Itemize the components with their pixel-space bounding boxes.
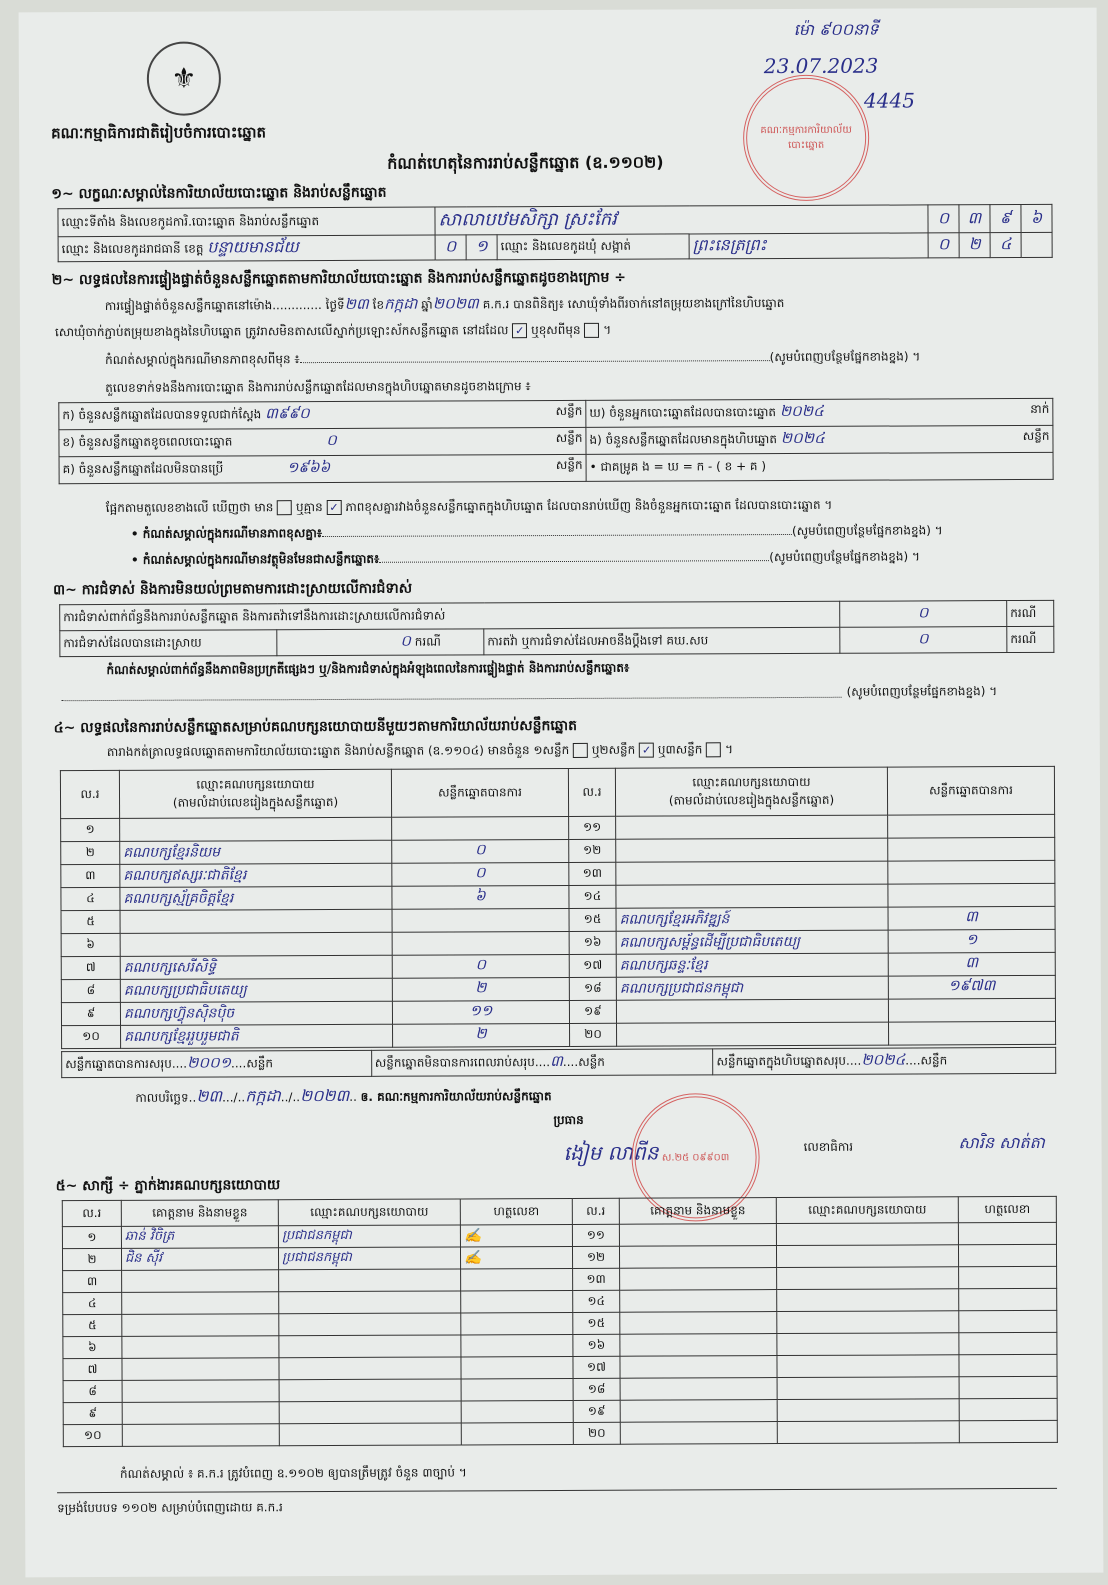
witness-signature	[461, 1334, 573, 1356]
commune-value: ព្រះនេត្រព្រះ	[689, 233, 928, 259]
party-number: ១៥	[569, 908, 616, 931]
party-name: គណបក្សប្រជាជនកម្ពុជា	[616, 976, 888, 1000]
figure-kho: ឃ) ចំនួនអ្នកបោះឆ្នោតដែលបានបោះឆ្នោត ២០២៤ នាក់	[586, 398, 1053, 427]
party-votes: ២	[392, 977, 569, 1001]
witness-signature: ✍	[460, 1246, 572, 1268]
handwritten-note-time: ម៉ោ ៩០០នាទី	[793, 19, 879, 39]
chair-signature: ងៀម លាពីន	[563, 1140, 659, 1165]
objection-related-label: ការជំទាស់ពាក់ព័ន្ធនឹងការរាប់សន្លឹកឆ្នោត និងការតវ៉ាទៅនឹងការដោះស្រាយលើការជំទាស់	[60, 601, 840, 630]
party-number: ១៤	[569, 885, 616, 908]
party-name: គណបក្សប្រជាធិបតេយ្យ	[120, 978, 392, 1002]
party-votes	[392, 908, 569, 932]
party-votes: ២	[393, 1023, 570, 1047]
witness-name: ជិន ស៊ីវ	[121, 1248, 278, 1271]
verification-paragraph: ការផ្ទៀងផ្ទាត់ចំនួនសន្លឹកឆ្នោតនៅម៉ោង............. ថ្ងៃទី២៣ ខែកក្កដា ឆ្នាំ២០២៣ គ.ក.រ បានពិនិត្យ៖ សោឃុំទាំងពីរចាក់នៅតម្រុយខាងក្រៅនៃហិបឆ្នោត	[104, 294, 785, 313]
valid-total: សន្លឹកឆ្នោតបានការសរុប....២០០១....សន្លឹក	[62, 1050, 372, 1077]
party-number: ២០	[570, 1023, 617, 1046]
party-name: គណបក្សឥស្សរៈជាតិខ្មែរ	[120, 863, 392, 887]
location-code-3: ៩	[990, 204, 1021, 232]
section3-title: ៣~ ការជំទាស់ និងការមិនយល់ព្រមតាមការដោះស្រាយលើការជំទាស់	[53, 580, 413, 599]
signing-date-line: កាលបរិច្ឆេទ..២៣.../..កក្កដា../..២០២៣.. ឲ. គណៈកម្មការការិយាល័យរាប់សន្លឹកឆ្នោត	[135, 1085, 552, 1106]
difference-check-line: ផ្អែកតាមតួលេខខាងលើ ឃើញថា មាន ឬគ្មាន ✓ ភាពខុសគ្នារវាងចំនួនសន្លឹកឆ្នោតក្នុងហិបឆ្នោត ដែលបានរាប់ឃើញ និងចំនួនអ្នកបោះឆ្នោត ដែលបានបោះឆ្នោត ។	[105, 497, 833, 515]
witness-signature	[959, 1420, 1057, 1442]
witness-signature	[461, 1312, 573, 1334]
witness-signature	[959, 1376, 1057, 1398]
witness-name	[620, 1312, 777, 1335]
witness-party	[279, 1423, 461, 1446]
witness-number: ៥	[63, 1314, 122, 1336]
figure-ngo: ង) ចំនួនសន្លឹកឆ្នោតដែលមានក្នុងហិបឆ្នោត ២០២៤ សន្លឹក	[586, 425, 1053, 454]
witness-name	[619, 1224, 776, 1247]
party-name	[616, 861, 888, 885]
party-number: ១	[61, 818, 120, 841]
party-votes	[392, 816, 569, 840]
province-value: បន្ទាយមានជ័យ	[207, 237, 299, 257]
emblem-icon: ⚜	[147, 41, 221, 115]
witness-party	[279, 1379, 461, 1402]
party-name	[616, 884, 888, 908]
two-sheet-checkbox[interactable]: ✓	[639, 743, 654, 758]
witness-party	[777, 1399, 959, 1422]
party-votes	[888, 837, 1055, 861]
party-number: ២	[61, 841, 120, 864]
party-number: ៩	[61, 1002, 120, 1025]
witness-number: ៤	[63, 1292, 122, 1314]
appeal-label: ការតវ៉ា ឬការជំទាស់ដែលអាចនឹងប្តឹងទៅ គឃ.សប	[484, 627, 840, 655]
totals-table	[61, 1047, 1056, 1078]
party-name: គណបក្សសម្ព័ន្ធដើម្បីប្រជាធិបតេយ្យ	[616, 930, 888, 954]
witness-name	[620, 1334, 777, 1357]
party-name	[120, 932, 392, 956]
chair-label: ប្រធាន	[553, 1112, 584, 1128]
party-number: ៦	[61, 933, 120, 956]
party-number: ១២	[569, 839, 616, 862]
witness-name	[122, 1336, 279, 1359]
party-votes: ៣	[888, 906, 1055, 930]
witness-signature	[959, 1288, 1057, 1310]
figure-ko: គ) ចំនួនសន្លឹកឆ្នោតដែលមិនបានប្រើ ១៩៦៦ សន្លឹក	[59, 454, 586, 483]
witness-number: ១	[62, 1226, 121, 1248]
secretary-label: លេខាធិការ	[803, 1139, 854, 1154]
witness-table: ល.រ គោត្តនាម និងនាមខ្លួន ឈ្មោះគណបក្សនយោបាយ ហត្ថលេខា ល.រ គោត្តនាម និងនាមខ្លួន ឈ្មោះគណបក្សនយោបាយ ហត្ថលេខា ១ ឆាន់ វិចិត្រ ប្រជាជនកម្ពុជា ✍ ១១ ២ ជិន ស៊ីវ ប្រជាជនកម្ពុជា ✍ ១២ ៣ ១៣ ៤ ១៤ ៥ ១៥ ៦ ១៦ ៧ ១៧ ៨ ១៨ ៩ ១៩ ១០ ២០	[62, 1196, 1058, 1447]
witness-name	[122, 1380, 279, 1403]
commune-code-1: ០	[928, 233, 959, 258]
witness-name	[122, 1424, 279, 1447]
province-label: ឈ្មោះ និងលេខកូដរាជធានី ខេត្ត បន្ទាយមានជ័យ	[58, 235, 435, 262]
witness-signature	[959, 1266, 1057, 1288]
party-number: ១៣	[569, 862, 616, 885]
witness-party	[279, 1357, 461, 1380]
witness-number: ១៨	[573, 1378, 620, 1400]
witness-signature	[959, 1310, 1057, 1332]
witness-party: ប្រជាជនកម្ពុជា	[278, 1225, 460, 1248]
party-number: ១១	[569, 816, 616, 839]
witness-name	[620, 1400, 777, 1423]
party-votes	[889, 1021, 1056, 1045]
difference-note: កំណត់សម្គាល់ក្នុងករណីមានភាពខុសពីមុន ៖ (សូមបំពេញបន្ថែមផ្នែកខាងខ្នង) ។	[105, 349, 921, 367]
party-number: ១៦	[569, 931, 616, 954]
figure-kha: ខ) ចំនួនសន្លឹកឆ្នោតខូចពេលបោះឆ្នោត ០ សន្លឹក	[59, 427, 586, 456]
party-votes	[888, 998, 1055, 1022]
bullet-difference: • កំណត់សម្គាល់ក្នុងករណីមានភាពខុសគ្នា៖ (សូមបំពេញបន្ថែមផ្នែកខាងខ្នង) ។	[130, 523, 943, 541]
different-checkbox[interactable]	[584, 323, 599, 338]
witness-row	[63, 1420, 1057, 1446]
witness-name	[620, 1356, 777, 1379]
party-name: គណបក្សខ្មែរអភិវឌ្ឍន៍	[616, 907, 888, 931]
official-stamp-bottom: ស.២៥ ០៩៩០៣	[631, 1093, 760, 1222]
witness-signature	[461, 1400, 573, 1422]
party-name: គណបក្សខ្មែរនិយម	[120, 840, 392, 864]
witness-party: ប្រជាជនកម្ពុជា	[278, 1247, 460, 1270]
witness-signature	[461, 1378, 573, 1400]
witness-name	[620, 1422, 777, 1445]
same-checkbox[interactable]: ✓	[512, 323, 527, 338]
formula: • ជាគម្រូគ ង = ឃ = ក - ( ខ + គ )	[586, 452, 1053, 481]
witness-number: ១៤	[573, 1290, 620, 1312]
party-votes: ០	[392, 862, 569, 886]
party-name: គណបក្សឆន្ទៈខ្មែរ	[616, 953, 888, 977]
witness-number: ១១	[572, 1224, 619, 1246]
witness-party	[279, 1269, 461, 1292]
one-sheet-checkbox[interactable]	[573, 743, 588, 758]
verification-paragraph-2: សោឃុំចាក់ភ្ជាប់តម្រុយខាងក្នុងនៃហិបឆ្នោត ត្រូវរាសមិនតាសលើស្នាក់ប្រឡោះស័កសន្លឹកឆ្នោត នៅដដែល ✓ ឬខុសពីមុន ។	[54, 322, 612, 340]
secretary-signature: សារិន សាត់តា	[958, 1132, 1045, 1153]
witness-signature	[958, 1222, 1056, 1244]
figure-ka: ក) ចំនួនសន្លឹកឆ្នោតដែលបានទទួលជាក់ស្តែង ៣៩៩០ សន្លឹក	[59, 400, 586, 429]
witness-number: ៦	[63, 1336, 122, 1358]
party-votes: ១	[888, 929, 1055, 953]
witness-party	[777, 1333, 959, 1356]
footnote: កំណត់សម្គាល់ ៖ គ.ក.រ ត្រូវបំពេញ ឧ.១១០២ ឲ្យបានត្រឹមត្រូវ ចំនួន ៣ច្បាប់ ។	[119, 1465, 467, 1481]
witness-party	[777, 1311, 959, 1334]
irregularity-note: កំណត់សម្គាល់ពាក់ព័ន្ធនឹងភាពមិនប្រក្រតីផ្សេងៗ ឬ/និងការជំទាស់ក្នុងអំឡុងពេលនៃការផ្ទៀងផ្ទាត់ និងការរាប់សន្លឹកឆ្នោត៖	[106, 660, 630, 677]
verify-day: ២៣	[344, 294, 369, 313]
section2-title: ២~ លទ្ធផលនៃការផ្ទៀងផ្ទាត់ចំនួនសន្លឹកឆ្នោតតាមការិយាល័យបោះឆ្នោត និងការរាប់សន្លឹកឆ្នោតដូចខាងក្រោម ÷	[51, 269, 626, 289]
party-name	[616, 838, 888, 862]
section1-title: ១~ លក្ខណៈសម្គាល់នៃការិយាល័យបោះឆ្នោត និងរាប់សន្លឹកឆ្នោត	[51, 184, 387, 203]
witness-number: ២	[62, 1248, 121, 1270]
witness-name	[122, 1314, 279, 1337]
party-votes	[888, 814, 1055, 838]
witness-party	[279, 1401, 461, 1424]
handwritten-number: 4445	[863, 88, 915, 113]
appeal-value: ០	[840, 627, 1007, 654]
results-table: ល.រ ឈ្មោះគណបក្សនយោបាយ (តាមលំដាប់លេខរៀងក្នុងសន្លឹកឆ្នោត) សន្លឹកឆ្នោតបានការ ល.រ ឈ្មោះគណបក្សនយោបាយ (តាមលំដាប់លេខរៀងក្នុងសន្លឹកឆ្នោត) សន្លឹកឆ្នោតបានការ ១ ១១ ២ គណបក្សខ្មែរនិយម ០ ១២ ៣ គណបក្សឥស្សរៈជាតិខ្មែរ ០ ១៣ ៤ គណបក្សស្ម័គ្រចិត្តខ្មែរ ៦ ១៤ ៥ ១៥ គណបក្សខ្មែរអភិវឌ្ឍន៍ ៣ ៦ ១៦ គណបក្សសម្ព័ន្ធដើម្បីប្រជាធិបតេយ្យ ១ ៧ គណបក្សសេរីសិទ្ធិ ០ ១៧ គណបក្សឆន្ទៈខ្មែរ ៣ ៨ គណបក្សប្រជាធិបតេយ្យ ២ ១៨ គណបក្សប្រជាជនកម្ពុជា ១៩៧៣ ៩ គណបក្សហ៊្វុនស៊ិនប៉ិច ១១ ១៩ ១០ គណបក្សខ្មែររួបរួមជាតិ ២ ២០	[60, 766, 1056, 1049]
party-number: ១៧	[569, 954, 616, 977]
witness-party	[279, 1335, 461, 1358]
witness-number: ៣	[63, 1270, 122, 1292]
witness-name: ឆាន់ វិចិត្រ	[121, 1226, 278, 1249]
no-difference-checkbox[interactable]: ✓	[326, 500, 341, 515]
witness-name	[122, 1270, 279, 1293]
bullet-foreign-object: • កំណត់សម្គាល់ក្នុងករណីមានវត្ថុមិនមែនជាសន្លឹកឆ្នោត៖ (សូមបំពេញបន្ថែមផ្នែកខាងខ្នង) ។	[130, 549, 920, 567]
official-stamp-top: គណៈកម្មការការិយាល័យបោះឆ្នោត	[743, 75, 870, 202]
location-code-2: ៣	[959, 205, 990, 233]
witness-name	[620, 1290, 777, 1313]
witness-party	[279, 1313, 461, 1336]
commune-code-3: ៤	[990, 232, 1021, 257]
witness-party	[776, 1223, 958, 1246]
objection-resolved-label: ការជំទាស់ដែលបានដោះស្រាយ	[60, 630, 277, 657]
witness-party	[777, 1377, 959, 1400]
party-number: ១០	[62, 1025, 121, 1048]
party-number: ១៩	[569, 1000, 616, 1023]
invalid-total: សន្លឹកឆ្នោតមិនបានការពេលរាប់សរុប....៣....សន្លឹក	[371, 1049, 713, 1076]
witness-number: ១៦	[573, 1334, 620, 1356]
section4-title: ៤~ លទ្ធផលនៃការរាប់សន្លឹកឆ្នោតសម្រាប់គណបក្សនយោបាយនីមួយៗតាមការិយាល័យរាប់សន្លឹកឆ្នោត	[53, 717, 578, 737]
witness-party	[279, 1291, 461, 1314]
irregularity-fill: (សូមបំពេញបន្ថែមផ្នែកខាងខ្នង) ។	[846, 684, 998, 699]
witness-signature	[461, 1422, 573, 1444]
witness-signature	[461, 1268, 573, 1290]
party-votes: ១១	[392, 1000, 569, 1024]
section5-title: ៥~ សាក្សី ÷ ភ្នាក់ងារគណបក្សនយោបាយ	[55, 1177, 281, 1195]
result-sheets-line: តារាងកត់ត្រាលទ្ធផលឆ្នោតតាមការិយាល័យបោះឆ្នោត និងរាប់សន្លឹកឆ្នោត (ឧ.១១០៤) មានចំនួន ១សន្លឹក ឬ២សន្លឹក ✓ ឬ៣សន្លឹក ។	[106, 742, 733, 759]
party-name	[616, 815, 888, 839]
location-value: សាលាបឋមសិក្សា ស្រះកែវ	[435, 205, 928, 235]
province-code-2: ១	[466, 235, 497, 260]
party-number: ៧	[61, 956, 120, 979]
party-name	[616, 999, 888, 1023]
witness-number: ៩	[63, 1402, 122, 1424]
witness-signature	[959, 1398, 1057, 1420]
witness-party	[776, 1245, 958, 1268]
results-row	[62, 1021, 1056, 1048]
has-difference-checkbox[interactable]	[277, 500, 292, 515]
commune-code-2: ២	[959, 233, 990, 258]
province-code-1: ០	[435, 235, 466, 260]
witness-name	[122, 1402, 279, 1425]
party-number: ៥	[61, 910, 120, 933]
witness-signature	[461, 1290, 573, 1312]
figures-intro: តួលេខទាក់ទងនឹងការបោះឆ្នោត និងការរាប់សន្លឹកឆ្នោតដែលមានក្នុងហិបឆ្នោតមានដូចខាងក្រោម ៖	[105, 379, 531, 395]
witness-signature	[958, 1244, 1056, 1266]
objection-related-value: ០	[840, 601, 1007, 628]
party-number: ៨	[61, 979, 120, 1002]
witness-signature	[959, 1332, 1057, 1354]
document-page	[19, 8, 1104, 1578]
location-code-1: ០	[928, 205, 959, 233]
commune-label: ឈ្មោះ និងលេខកូដឃុំ សង្កាត់	[497, 234, 689, 260]
objection-resolved-value: ០ ករណី	[277, 629, 484, 656]
three-sheet-checkbox[interactable]	[706, 742, 721, 757]
party-votes	[392, 931, 569, 955]
location-code-4: ៦	[1021, 204, 1052, 232]
party-votes	[888, 883, 1055, 907]
witness-number: ១៧	[573, 1356, 620, 1378]
witness-number: ១៣	[573, 1268, 620, 1290]
party-name	[617, 1022, 889, 1046]
party-votes: ៣	[888, 952, 1055, 976]
party-number: ៤	[61, 887, 120, 910]
witness-number: ១២	[572, 1246, 619, 1268]
witness-number: ១៥	[573, 1312, 620, 1334]
section3-table: ការជំទាស់ពាក់ព័ន្ធនឹងការរាប់សន្លឹកឆ្នោត និងការតវ៉ាទៅនឹងការដោះស្រាយលើការជំទាស់ ០ ករណី ការជំទាស់ដែលបានដោះស្រាយ ០ ករណី ការតវ៉ា ឬការជំទាស់ដែលអាចនឹងប្តឹងទៅ គឃ.សប ០ ករណី	[59, 600, 1054, 657]
party-name: គណបក្សសេរីសិទ្ធិ	[120, 955, 392, 979]
witness-name	[122, 1358, 279, 1381]
party-name: គណបក្សហ៊្វុនស៊ិនប៉ិច	[120, 1001, 392, 1025]
party-votes: ១៩៧៣	[888, 975, 1055, 999]
form-title: កំណត់ហេតុនៃការរាប់សន្លឹកឆ្នោត (ឧ.១១០២)	[387, 152, 664, 173]
party-name: គណបក្សខ្មែររួបរួមជាតិ	[121, 1024, 393, 1048]
party-name: គណបក្សស្ម័គ្រចិត្តខ្មែរ	[120, 886, 392, 910]
witness-name	[620, 1378, 777, 1401]
location-label: ឈ្មោះទីតាំង និងលេខកូដការិ.បោះឆ្នោត និងរាប់សន្លឹកឆ្នោត	[58, 207, 435, 237]
dotted-fill-line	[62, 697, 842, 701]
witness-name	[122, 1292, 279, 1315]
witness-party	[777, 1267, 959, 1290]
witness-number: ១០	[63, 1424, 122, 1446]
handwritten-date: 23.07.2023	[763, 53, 879, 79]
witness-name	[619, 1246, 776, 1269]
committee-name: គណៈកម្មាធិការជាតិរៀបចំការបោះឆ្នោត	[51, 123, 267, 143]
party-name	[120, 817, 392, 841]
section1-table	[57, 204, 1052, 262]
witness-party	[777, 1289, 959, 1312]
box-total: សន្លឹកឆ្នោតក្នុងហិបឆ្នោតសរុប....២០២៤....សន្លឹក	[713, 1047, 1056, 1074]
party-votes: ០	[392, 839, 569, 863]
witness-signature	[959, 1354, 1057, 1376]
witness-number: ៧	[63, 1358, 122, 1380]
witness-signature	[461, 1356, 573, 1378]
form-footer: ទម្រង់បែបបទ ១១០២ សម្រាប់បំពេញដោយ គ.ក.រ	[57, 1500, 283, 1516]
party-name	[120, 909, 392, 933]
witness-party	[777, 1421, 959, 1444]
party-votes: ០	[392, 954, 569, 978]
witness-name	[620, 1268, 777, 1291]
witness-number: ២០	[573, 1422, 620, 1444]
verify-month: កក្កដា	[384, 294, 418, 313]
witness-number: ១៩	[573, 1400, 620, 1422]
witness-number: ៨	[63, 1380, 122, 1402]
party-votes	[888, 860, 1055, 884]
party-votes: ៦	[392, 885, 569, 909]
verify-year: ២០២៣	[432, 294, 479, 313]
party-number: ១៨	[569, 977, 616, 1000]
party-number: ៣	[61, 864, 120, 887]
witness-party	[777, 1355, 959, 1378]
witness-signature: ✍	[460, 1224, 572, 1246]
figures-table	[58, 398, 1053, 484]
